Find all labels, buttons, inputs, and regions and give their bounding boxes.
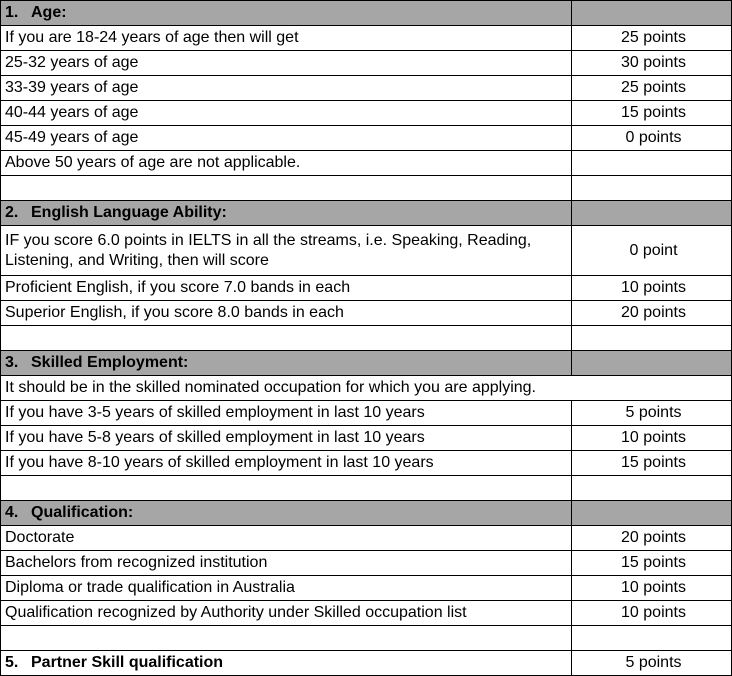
row-label: Proficient English, if you score 7.0 bands in each bbox=[1, 276, 572, 301]
row-label: 40-44 years of age bbox=[1, 101, 572, 126]
section-title: 4. Qualification: bbox=[1, 501, 572, 526]
row-label: If you have 5-8 years of skilled employment in last 10 years bbox=[1, 426, 572, 451]
row-points: 15 points bbox=[572, 451, 732, 476]
section-title: 3. Skilled Employment: bbox=[1, 351, 572, 376]
row-label: Superior English, if you score 8.0 bands in each bbox=[1, 301, 572, 326]
row-points: 10 points bbox=[572, 426, 732, 451]
table-row bbox=[1, 126, 732, 151]
table-row bbox=[1, 101, 732, 126]
spacer-row bbox=[1, 626, 732, 651]
section-header-blank bbox=[572, 351, 732, 376]
table-row bbox=[1, 151, 732, 176]
row-points: 30 points bbox=[572, 51, 732, 76]
section-header-blank bbox=[572, 501, 732, 526]
table-row bbox=[1, 26, 732, 51]
row-label: 45-49 years of age bbox=[1, 126, 572, 151]
row-points: 20 points bbox=[572, 301, 732, 326]
section-title: 5. Partner Skill qualification bbox=[1, 651, 572, 676]
row-label: Diploma or trade qualification in Australia bbox=[1, 576, 572, 601]
row-label: 25-32 years of age bbox=[1, 51, 572, 76]
table-row bbox=[1, 301, 732, 326]
row-label: If you have 3-5 years of skilled employment in last 10 years bbox=[1, 401, 572, 426]
table-row bbox=[1, 276, 732, 301]
row-label: IF you score 6.0 points in IELTS in all the streams, i.e. Speaking, Reading, Listening, and Writing, then will score bbox=[1, 226, 572, 276]
section-title: 1. Age: bbox=[1, 1, 572, 26]
row-label: Bachelors from recognized institution bbox=[1, 551, 572, 576]
row-points: 10 points bbox=[572, 276, 732, 301]
row-label: Above 50 years of age are not applicable. bbox=[1, 151, 572, 176]
row-label: If you have 8-10 years of skilled employment in last 10 years bbox=[1, 451, 572, 476]
section-title: 2. English Language Ability: bbox=[1, 201, 572, 226]
row-label: If you are 18-24 years of age then will get bbox=[1, 26, 572, 51]
row-points bbox=[572, 151, 732, 176]
row-points: 5 points bbox=[572, 651, 732, 676]
row-points: 25 points bbox=[572, 26, 732, 51]
section-header-blank bbox=[572, 1, 732, 26]
table-row bbox=[1, 601, 732, 626]
section-header-qualification bbox=[1, 501, 732, 526]
table-row bbox=[1, 401, 732, 426]
row-label: It should be in the skilled nominated occupation for which you are applying. bbox=[1, 376, 732, 401]
table-row bbox=[1, 226, 732, 276]
row-points: 0 point bbox=[572, 226, 732, 276]
table-row bbox=[1, 76, 732, 101]
row-points: 20 points bbox=[572, 526, 732, 551]
row-points: 10 points bbox=[572, 601, 732, 626]
table-row bbox=[1, 51, 732, 76]
row-points: 5 points bbox=[572, 401, 732, 426]
row-points: 25 points bbox=[572, 76, 732, 101]
row-points: 15 points bbox=[572, 551, 732, 576]
row-label: Doctorate bbox=[1, 526, 572, 551]
row-points: 15 points bbox=[572, 101, 732, 126]
row-points: 0 points bbox=[572, 126, 732, 151]
section-header-english bbox=[1, 201, 732, 226]
row-label: Qualification recognized by Authority under Skilled occupation list bbox=[1, 601, 572, 626]
spacer-row bbox=[1, 326, 732, 351]
table-row bbox=[1, 551, 732, 576]
table-row bbox=[1, 576, 732, 601]
table-row bbox=[1, 376, 732, 401]
table-row bbox=[1, 451, 732, 476]
section-header-blank bbox=[572, 201, 732, 226]
table-row bbox=[1, 526, 732, 551]
spacer-row bbox=[1, 176, 732, 201]
row-label: 33-39 years of age bbox=[1, 76, 572, 101]
table-row bbox=[1, 426, 732, 451]
row-points: 10 points bbox=[572, 576, 732, 601]
section-header-age bbox=[1, 1, 732, 26]
section-header-employment bbox=[1, 351, 732, 376]
spacer-row bbox=[1, 476, 732, 501]
